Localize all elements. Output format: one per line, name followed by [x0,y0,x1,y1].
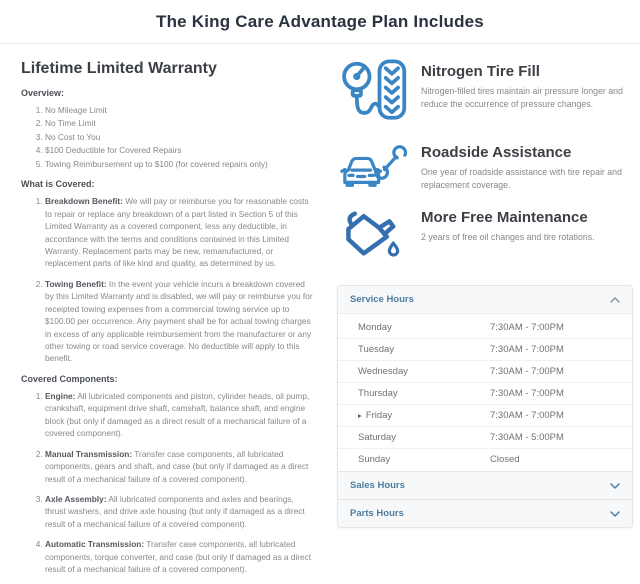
tire-pressure-gauge-icon [337,57,411,129]
feature-row [337,138,633,194]
day-cell [358,454,490,465]
component-item [45,493,313,530]
sales-hours-header[interactable] [338,471,632,499]
component-item-lead: Axle Assembly: [45,493,107,504]
overview-item-text: No Time Limit [45,118,96,129]
content-columns [0,44,640,584]
overview-item-text: No Mileage Limit [45,105,107,115]
chevron-up-icon [610,297,620,303]
time-label: 7:30AM - 7:00PM [490,322,564,333]
day-label: Thursday [358,388,398,399]
service-hours-label: Service Hours [350,294,414,305]
hours-row [338,427,632,449]
service-hours-table [338,313,632,471]
covered-item [45,278,313,365]
feature-description: 2 years of free oil changes and tire rotations. [421,232,595,242]
time-label: Closed [490,454,520,465]
day-cell [358,366,490,377]
warranty-section [21,44,313,584]
overview-list [21,104,313,170]
chevron-down-icon [610,511,620,517]
day-cell [358,388,490,399]
overview-label: Overview: [21,88,65,98]
hours-row [338,383,632,405]
covered-item-lead: Breakdown Benefit: [45,196,123,207]
hours-accordion [337,285,633,528]
hours-row [338,405,632,427]
component-item-text: All lubricated components and piston, cylinder heads, oil pump, crankshaft, equipment drive shaft, camshaft, balance shaft, and engine block (but only if damaged as a direct result of a mechanical failure of a covered component). [45,390,310,439]
hours-row [338,361,632,383]
car-wrench-icon [337,138,411,194]
day-label: Tuesday [358,344,395,355]
overview-item [45,158,313,170]
hours-row [338,317,632,339]
covered-item-lead: Towing Benefit: [45,278,107,289]
covered-list [21,195,313,365]
day-label: Wednesday [358,366,408,377]
feature-body [421,57,633,129]
component-item-text: Transfer case components, all lubricated components, torque converter, and case (but only if damaged as a direct result of a mechanical failure of a covered component). [45,539,312,575]
day-label: Monday [358,322,392,333]
covered-components-label: Covered Components: [21,373,118,384]
feature-body [421,138,633,194]
what-is-covered-label: What is Covered: [21,179,95,190]
covered-item [45,195,313,270]
time-label: 7:30AM - 7:00PM [490,344,564,355]
overview-item [45,144,313,156]
day-cell [358,410,490,421]
overview-item [45,104,313,116]
component-item [45,538,313,575]
day-cell [358,322,490,333]
component-item-text: Transfer case components, all lubricated components, gears and shaft, and case (but only if damaged as a direct result of a mechanical failure of a covered component). [45,448,309,484]
overview-item [45,117,313,129]
parts-hours-header[interactable] [338,499,632,527]
hours-row [338,449,632,470]
day-label: Sunday [358,454,391,465]
sales-hours-label: Sales Hours [350,480,405,491]
current-day-marker: ▸ [358,411,362,420]
components-list [21,390,313,576]
covered-item-text: In the event your vehicle incurs a breakdown covered by this Limited Warranty and is disabled, we will pay or reimburse you for receipted towing expenses from a commercial towing service up to $100.00 per occurrence. Any payment shall be for actual towing charges in excess of any applicable reimbursement from the manufacturer or any other towing or road service coverage. No deductible will apply to this benefit. [45,278,313,364]
component-item-lead: Engine: [45,390,76,401]
hours-row [338,339,632,361]
page-title: The King Care Advantage Plan Includes [156,12,484,31]
component-item-lead: Automatic Transmission: [45,539,145,550]
overview-item-text: Towing Reimbursement up to $100 (for covered repairs only) [45,158,268,169]
oil-can-icon [337,203,411,273]
time-label: 7:30AM - 7:00PM [490,410,564,421]
overview-item [45,131,313,143]
feature-body [421,203,595,273]
feature-row [337,203,633,273]
time-label: 7:30AM - 7:00PM [490,388,564,399]
day-label: Friday [365,410,393,421]
parts-hours-label: Parts Hours [350,508,404,519]
day-label: Saturday [358,432,397,443]
service-hours-header[interactable] [338,286,632,313]
component-item [45,390,313,440]
page-header [0,0,640,44]
feature-description: Nitrogen-filled tires maintain air pressure longer and reduce the occurrence of pressure changes. [421,86,623,110]
component-item [45,448,313,485]
chevron-down-icon [610,483,620,489]
feature-row [337,57,633,129]
covered-item-text: We will pay or reimburse you for reasonable costs to repair or replace any breakdown of a part listed in Section 5 of this Limited Warranty as a covered component, less any deductible, in accordance with the terms and conditions contained in this Limited Warranty. Replacement parts may be new, remanufactured, or replacement parts of like kind and quality, as determined by us. [45,196,309,269]
component-item-lead: Manual Transmission: [45,448,133,459]
feature-description: One year of roadside assistance with tire repair and replacement coverage. [421,167,622,191]
feature-title: More Free Maintenance [421,209,588,226]
day-cell [358,344,490,355]
feature-title: Nitrogen Tire Fill [421,63,540,80]
component-item-text: All lubricated components and axles and bearings, thrust washers, and drive axle housing (but only if damaged as a direct result of a mechanical failure of a covered component). [45,493,305,529]
time-label: 7:30AM - 5:00PM [490,432,564,443]
day-cell [358,432,490,443]
warranty-heading: Lifetime Limited Warranty [21,60,217,77]
overview-item-text: $100 Deductible for Covered Repairs [45,145,182,156]
plan-features-section [337,44,633,584]
time-label: 7:30AM - 7:00PM [490,366,564,377]
feature-title: Roadside Assistance [421,144,572,161]
overview-item-text: No Cost to You [45,131,101,142]
